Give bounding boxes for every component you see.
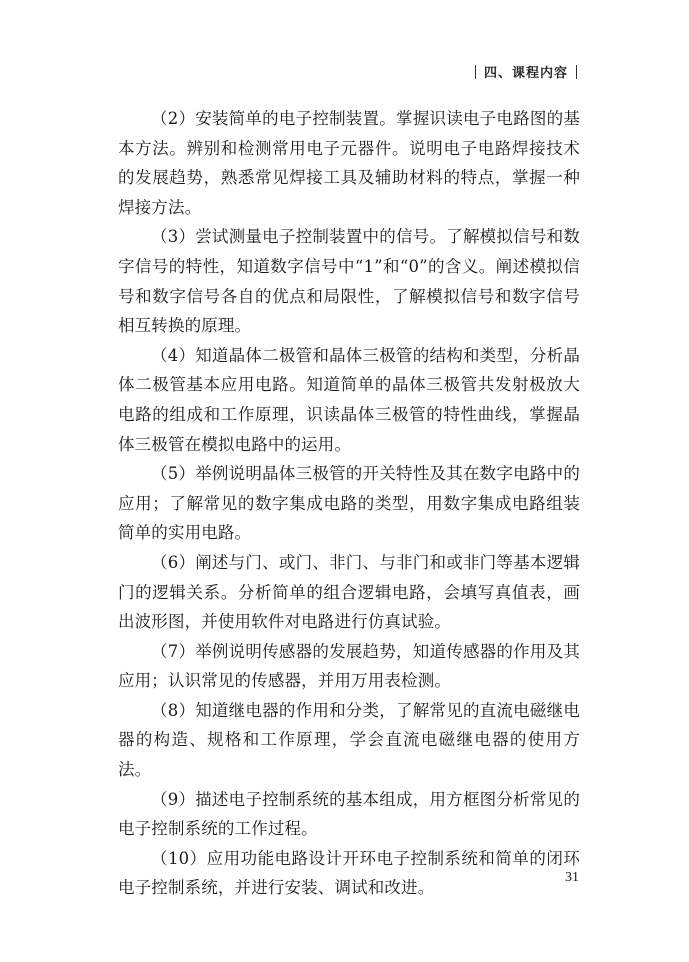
paragraph-item-8: （8）知道继电器的作用和分类，了解常见的直流电磁继电器的构造、规格和工作原理，学会直流电磁继电器的使用方法。 xyxy=(118,700,580,780)
page-number: 31 xyxy=(565,870,579,885)
paragraph-item-7: （7）举例说明传感器的发展趋势，知道传感器的作用及其应用；认识常见的传感器，并用万用表检测。 xyxy=(118,641,580,691)
paragraph-item-2: （2）安装简单的电子控制装置。掌握识读电子电路图的基本方法。辨别和检测常用电子元器件。说明电子电路焊接技术的发展趋势，熟悉常见焊接工具及辅助材料的特点，掌握一种焊接方法。 xyxy=(118,109,580,217)
paragraph-item-4: （4）知道晶体二极管和晶体三极管的结构和类型，分析晶体二极管基本应用电路。知道简单的晶体三极管共发射极放大电路的组成和工作原理，识读晶体三极管的特性曲线，掌握晶体三极管在模拟电路中的运用。 xyxy=(118,345,580,454)
header-right-bar xyxy=(576,65,577,79)
body-text xyxy=(118,104,580,903)
paragraph-item-6: （6）阐述与门、或门、非门、与非门和或非门等基本逻辑门的逻辑关系。分析简单的组合逻辑电路，会填写真值表，画出波形图，并使用软件对电路进行仿真试验。 xyxy=(118,552,580,632)
running-header xyxy=(467,62,585,81)
header-section-title: 四、课程内容 xyxy=(483,66,568,81)
paragraph-item-3: （3）尝试测量电子控制装置中的信号。了解模拟信号和数字信号的特性，知道数字信号中“1”和“0”的含义。阐述模拟信号和数字信号各自的优点和局限性，了解模拟信号和数字信号相互转换的原理。 xyxy=(118,227,580,336)
header-left-bar xyxy=(475,65,476,79)
paragraph-item-9: （9）描述电子控制系统的基本组成，用方框图分析常见的电子控制系统的工作过程。 xyxy=(118,789,580,839)
paragraph-item-5: （5）举例说明晶体三极管的开关特性及其在数字电路中的应用；了解常见的数字集成电路的类型，用数字集成电路组装简单的实用电路。 xyxy=(118,464,580,543)
paragraph-item-10: （10）应用功能电路设计开环电子控制系统和简单的闭环电子控制系统，并进行安装、调试和改进。 xyxy=(118,848,580,898)
